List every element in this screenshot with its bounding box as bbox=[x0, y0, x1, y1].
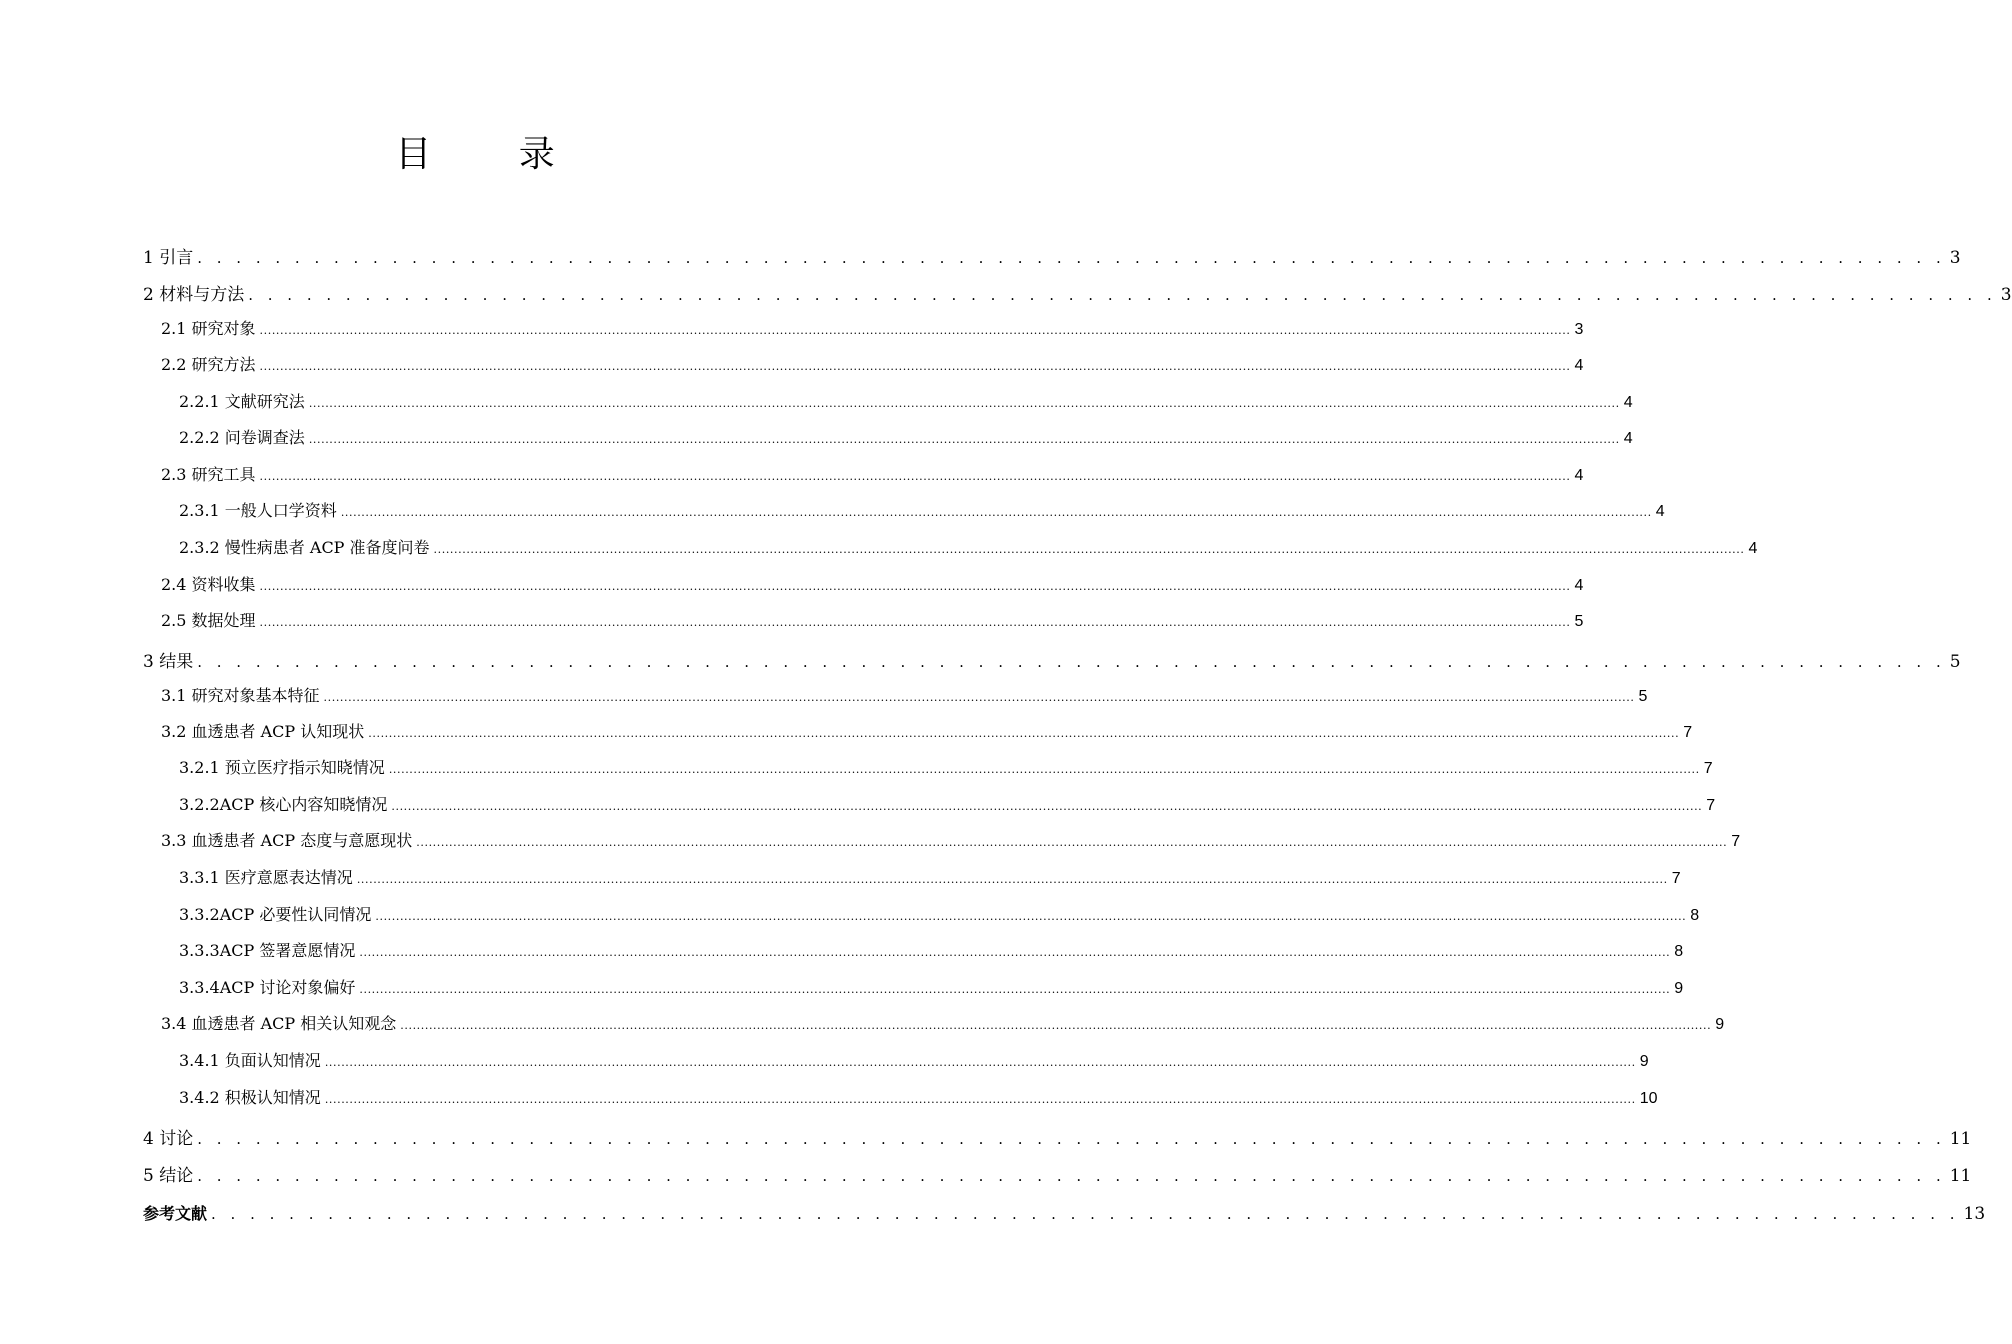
toc-entry-2-4[interactable] bbox=[161, 573, 1584, 599]
dot-leader: . . . . . . . . . . . . . . . . . . . . . . . . . . . . . . . . . . . . . . . . . . . . . . . . . . . . . . . . . . . . . . . . . . . . . . . . . . . . . . . . . . . . . . . . . . bbox=[197, 249, 1946, 267]
dot-leader: ................................................................................................................................................................................................................................................................................................................................ bbox=[308, 397, 1620, 410]
dot-leader: ................................................................................................................................................................................................................................................................................................................................ bbox=[368, 727, 1680, 740]
toc-entry-label: 3.4.2 积极认知情况 bbox=[179, 1088, 321, 1107]
dot-leader: . . . . . . . . . . . . . . . . . . . . . . . . . . . . . . . . . . . . . . . . . . . . . . . . . . . . . . . . . . . . . . . . . . . . . . . . . . . . . . . . . . . . . . . . . . bbox=[197, 653, 1946, 671]
dot-leader: ................................................................................................................................................................................................................................................................................................................................ bbox=[391, 800, 1703, 813]
dot-leader: ................................................................................................................................................................................................................................................................................................................................ bbox=[375, 910, 1687, 923]
toc-entry-page: 13 bbox=[1963, 1204, 1986, 1224]
toc-entry-label: 2.3.2 慢性病患者 ACP 准备度问卷 bbox=[179, 538, 430, 557]
toc-title: 目 录 bbox=[395, 134, 593, 175]
toc-entry-page: 4 bbox=[1748, 540, 1758, 557]
toc-entry-label: 2.1 研究对象 bbox=[161, 319, 256, 338]
toc-entry-label: 3.3 血透患者 ACP 态度与意愿现状 bbox=[161, 831, 413, 850]
toc-entry-label: 参考文献 bbox=[143, 1204, 208, 1223]
toc-entry-page: 3 bbox=[1949, 248, 1961, 268]
toc-entry-3-3-1[interactable] bbox=[179, 866, 1681, 892]
toc-entry-conclusion[interactable] bbox=[143, 1164, 1972, 1188]
dot-leader: ................................................................................................................................................................................................................................................................................................................................ bbox=[340, 506, 1652, 519]
toc-entry-label: 3.2.1 预立医疗指示知晓情况 bbox=[179, 758, 385, 777]
toc-entry-label: 3.3.3ACP 签署意愿情况 bbox=[179, 941, 356, 960]
toc-entry-label: 3.4.1 负面认知情况 bbox=[179, 1051, 321, 1070]
toc-entry-materials-methods[interactable] bbox=[143, 283, 2012, 307]
toc-entry-2-3-1[interactable] bbox=[179, 499, 1665, 525]
dot-leader: ................................................................................................................................................................................................................................................................................................................................ bbox=[323, 691, 1635, 704]
toc-entry-page: 7 bbox=[1703, 760, 1713, 777]
dot-leader: . . . . . . . . . . . . . . . . . . . . . . . . . . . . . . . . . . . . . . . . . . . . . . . . . . . . . . . . . . . . . . . . . . . . . . . . . . . . . . . . . . . . . . . . . . bbox=[248, 286, 1997, 304]
toc-entry-page: 9 bbox=[1639, 1053, 1649, 1070]
toc-entry-2-2[interactable] bbox=[161, 353, 1584, 379]
dot-leader: ................................................................................................................................................................................................................................................................................................................................ bbox=[356, 873, 1668, 886]
toc-entry-page: 3 bbox=[2000, 285, 2012, 305]
toc-entry-page: 3 bbox=[1574, 321, 1584, 338]
toc-entry-3-2[interactable] bbox=[161, 720, 1693, 746]
dot-leader: ................................................................................................................................................................................................................................................................................................................................ bbox=[308, 433, 1620, 446]
toc-entry-page: 4 bbox=[1623, 430, 1633, 447]
toc-entry-page: 7 bbox=[1731, 833, 1741, 850]
toc-entry-label: 3.3.2ACP 必要性认同情况 bbox=[179, 905, 372, 924]
toc-entry-3-3-2[interactable] bbox=[179, 903, 1700, 929]
toc-entry-label: 2.2.1 文献研究法 bbox=[179, 392, 305, 411]
toc-entry-2-5[interactable] bbox=[161, 609, 1584, 635]
toc-entry-page: 5 bbox=[1638, 688, 1648, 705]
toc-entry-page: 7 bbox=[1671, 870, 1681, 887]
toc-entry-page: 11 bbox=[1949, 1129, 1972, 1149]
dot-leader: ................................................................................................................................................................................................................................................................................................................................ bbox=[259, 616, 1571, 629]
toc-entry-page: 9 bbox=[1715, 1016, 1725, 1033]
toc-entry-page: 11 bbox=[1949, 1166, 1972, 1186]
dot-leader: ................................................................................................................................................................................................................................................................................................................................ bbox=[259, 580, 1571, 593]
toc-entry-label: 2.4 资料收集 bbox=[161, 575, 256, 594]
toc-entry-label: 3 结果 bbox=[143, 652, 194, 672]
toc-entry-label: 2.2.2 问卷调查法 bbox=[179, 428, 305, 447]
toc-entry-3-2-2[interactable] bbox=[179, 793, 1716, 819]
toc-entry-3-1[interactable] bbox=[161, 684, 1648, 710]
toc-entry-label: 4 讨论 bbox=[143, 1129, 194, 1149]
dot-leader: ................................................................................................................................................................................................................................................................................................................................ bbox=[359, 946, 1671, 959]
toc-entry-2-2-1[interactable] bbox=[179, 390, 1633, 416]
dot-leader: ................................................................................................................................................................................................................................................................................................................................ bbox=[416, 836, 1728, 849]
toc-entry-page: 8 bbox=[1674, 943, 1684, 960]
toc-entry-3-4-1[interactable] bbox=[179, 1049, 1649, 1075]
toc-entry-page: 5 bbox=[1574, 613, 1584, 630]
dot-leader: ................................................................................................................................................................................................................................................................................................................................ bbox=[433, 543, 1745, 556]
toc-entry-label: 3.1 研究对象基本特征 bbox=[161, 686, 320, 705]
toc-entry-2-2-2[interactable] bbox=[179, 426, 1633, 452]
toc-entry-2-3[interactable] bbox=[161, 463, 1584, 489]
toc-entry-label: 2 材料与方法 bbox=[143, 285, 245, 305]
dot-leader: ................................................................................................................................................................................................................................................................................................................................ bbox=[359, 983, 1671, 996]
toc-entry-label: 3.4 血透患者 ACP 相关认知观念 bbox=[161, 1014, 397, 1033]
toc-entry-label: 1 引言 bbox=[143, 248, 194, 268]
toc-entry-3-3-3[interactable] bbox=[179, 939, 1684, 965]
toc-entry-page: 4 bbox=[1574, 467, 1584, 484]
dot-leader: ................................................................................................................................................................................................................................................................................................................................ bbox=[259, 360, 1571, 373]
dot-leader: ................................................................................................................................................................................................................................................................................................................................ bbox=[259, 324, 1571, 337]
toc-entry-3-3[interactable] bbox=[161, 829, 1741, 855]
toc-entry-label: 2.2 研究方法 bbox=[161, 355, 256, 374]
toc-entry-label: 2.5 数据处理 bbox=[161, 611, 256, 630]
toc-entry-3-3-4[interactable] bbox=[179, 976, 1684, 1002]
dot-leader: ................................................................................................................................................................................................................................................................................................................................ bbox=[400, 1019, 1712, 1032]
toc-entry-results[interactable] bbox=[143, 650, 1961, 674]
dot-leader: ................................................................................................................................................................................................................................................................................................................................ bbox=[259, 470, 1571, 483]
toc-entry-3-2-1[interactable] bbox=[179, 756, 1713, 782]
dot-leader: ................................................................................................................................................................................................................................................................................................................................ bbox=[388, 763, 1700, 776]
toc-entry-3-4-2[interactable] bbox=[179, 1086, 1658, 1112]
toc-entry-introduction[interactable] bbox=[143, 246, 1961, 270]
toc-entry-page: 8 bbox=[1690, 907, 1700, 924]
toc-entry-page: 9 bbox=[1674, 980, 1684, 997]
toc-entry-page: 4 bbox=[1655, 503, 1665, 520]
dot-leader: ................................................................................................................................................................................................................................................................................................................................ bbox=[324, 1056, 1636, 1069]
dot-leader: . . . . . . . . . . . . . . . . . . . . . . . . . . . . . . . . . . . . . . . . . . . . . . . . . . . . . . . . . . . . . . . . . . . . . . . . . . . . . . . . . . . . . . . . . . bbox=[197, 1130, 1946, 1148]
toc-entry-page: 10 bbox=[1639, 1090, 1658, 1107]
toc-entry-page: 7 bbox=[1683, 724, 1693, 741]
toc-entry-page: 5 bbox=[1949, 652, 1961, 672]
toc-entry-2-3-2[interactable] bbox=[179, 536, 1758, 562]
toc-entry-references[interactable] bbox=[143, 1202, 1986, 1226]
dot-leader: . . . . . . . . . . . . . . . . . . . . . . . . . . . . . . . . . . . . . . . . . . . . . . . . . . . . . . . . . . . . . . . . . . . . . . . . . . . . . . . . . . . . . . . . . . bbox=[197, 1167, 1946, 1185]
toc-entry-discussion[interactable] bbox=[143, 1127, 1972, 1151]
toc-entry-label: 2.3.1 一般人口学资料 bbox=[179, 501, 337, 520]
dot-leader: ................................................................................................................................................................................................................................................................................................................................ bbox=[324, 1093, 1636, 1106]
toc-entry-page: 4 bbox=[1623, 394, 1633, 411]
toc-entry-label: 3.3.4ACP 讨论对象偏好 bbox=[179, 978, 356, 997]
toc-entry-label: 3.2 血透患者 ACP 认知现状 bbox=[161, 722, 365, 741]
toc-entry-label: 3.3.1 医疗意愿表达情况 bbox=[179, 868, 353, 887]
toc-entry-page: 4 bbox=[1574, 577, 1584, 594]
toc-entry-label: 3.2.2ACP 核心内容知晓情况 bbox=[179, 795, 388, 814]
toc-entry-3-4[interactable] bbox=[161, 1012, 1725, 1038]
toc-entry-page: 7 bbox=[1706, 797, 1716, 814]
toc-entry-2-1[interactable] bbox=[161, 317, 1584, 343]
toc-entry-page: 4 bbox=[1574, 357, 1584, 374]
dot-leader: . . . . . . . . . . . . . . . . . . . . . . . . . . . . . . . . . . . . . . . . . . . . . . . . . . . . . . . . . . . . . . . . . . . . . . . . . . . . . . . . . . . . . . . . . . bbox=[211, 1205, 1960, 1223]
toc-entry-label: 5 结论 bbox=[143, 1166, 194, 1186]
toc-entry-label: 2.3 研究工具 bbox=[161, 465, 256, 484]
